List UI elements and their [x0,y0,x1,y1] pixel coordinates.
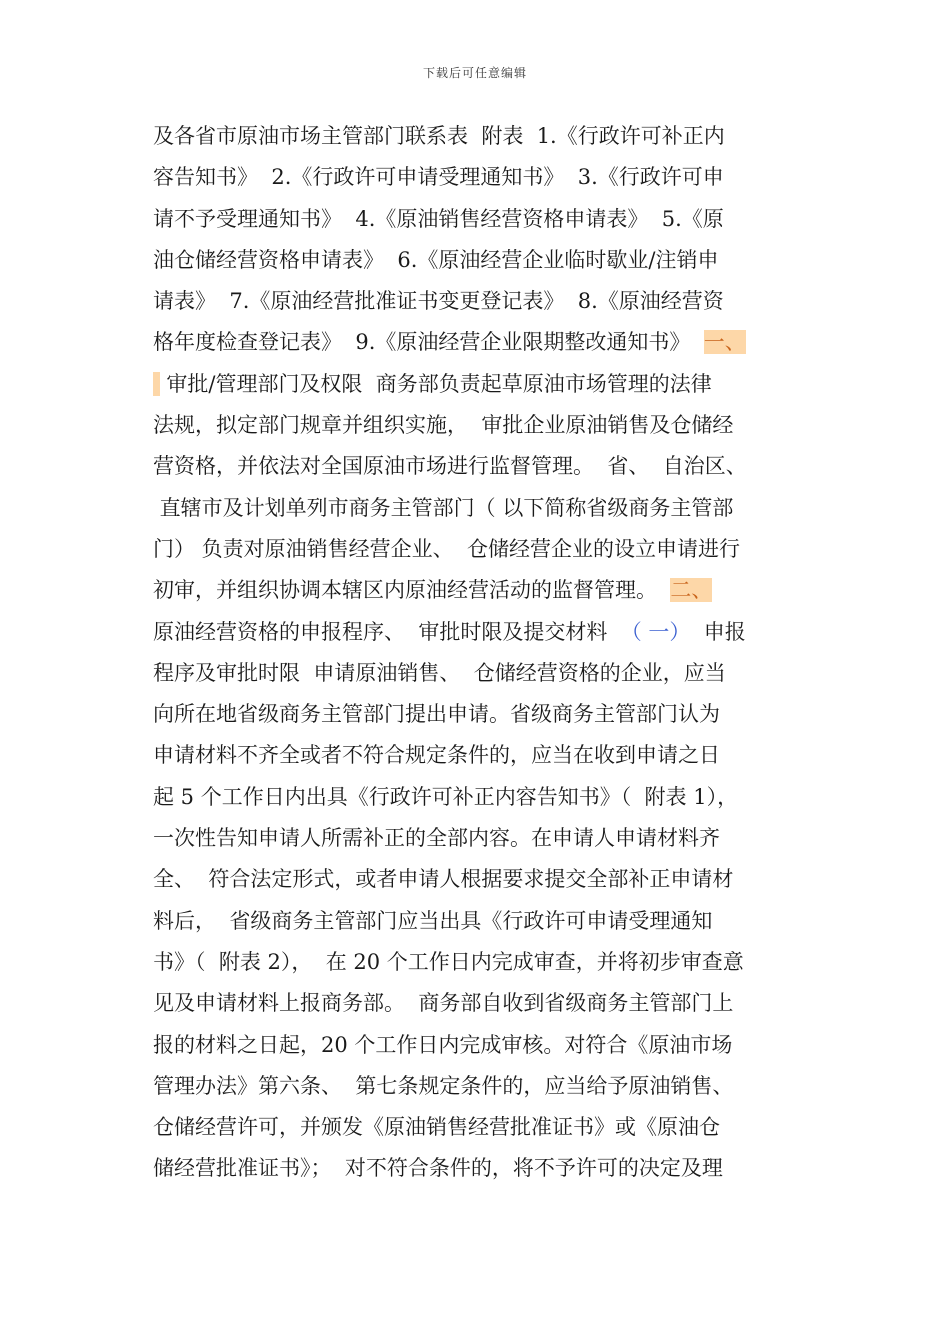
text-line [153,364,813,405]
text-segment: 直辖市及计划单列市商务主管部门（ 以下简称省级商务主管部 [153,495,734,520]
text-segment: 申报 [690,619,746,644]
text-line [153,735,813,776]
text-segment: 审批/管理部门及权限 商务部负责起草原油市场管理的法律 [159,371,712,396]
text-line [153,942,813,983]
text-segment: 储经营批准证书》； 对不符合条件的，将不予许可的决定及理 [153,1156,723,1181]
text-line [153,281,813,322]
highlighted-text: 一、 [703,330,746,355]
text-segment: 初审，并组织协调本辖区内原油经营活动的监督管理。 [153,578,671,603]
text-segment: 起 5 个工作日内出具《行政许可补正内容告知书》（ 附表 1）， [153,784,739,809]
text-segment: 申请材料不齐全或者不符合规定条件的，应当在收到申请之日 [153,743,720,768]
text-line [153,901,813,942]
text-segment: 请表》 7.《原油经营批准证书变更登记表》 8.《原油经营资 [153,289,724,314]
text-line [153,405,813,446]
page-header: 下载后可任意编辑 [422,66,527,80]
text-line [153,529,813,570]
text-line [153,777,813,818]
text-segment: 全、 符合法定形式，或者申请人根据要求提交全部补正申请材 [153,867,734,892]
text-segment: 书》（ 附表 2）， 在 20 个工作日内完成审查，并将初步审查意 [153,949,744,974]
text-segment: 油仓储经营资格申请表》 6.《原油经营企业临时歇业/注销申 [153,247,719,272]
text-segment: 料后， 省级商务主管部门应当出具《行政许可申请受理通知 [153,908,713,933]
text-segment: 请不予受理通知书》 4.《原油销售经营资格申请表》 5.《原 [153,206,724,231]
body-text [153,116,813,1190]
text-line [153,653,813,694]
text-segment: 管理办法》第六条、 第七条规定条件的，应当给予原油销售、 [153,1073,734,1098]
text-segment: 见及申请材料上报商务部。 商务部自收到省级商务主管部门上 [153,991,734,1016]
text-line [153,240,813,281]
text-line [153,1066,813,1107]
text-line [153,1148,813,1189]
text-line [153,983,813,1024]
highlighted-text [153,372,160,396]
text-line [153,859,813,900]
text-line [153,1107,813,1148]
text-segment: 营资格，并依法对全国原油市场进行监督管理。 省、 自治区、 [153,454,747,479]
text-line [153,199,813,240]
text-line [153,1025,813,1066]
text-segment: 门） 负责对原油销售经营企业、 仓储经营企业的设立申请进行 [153,536,741,561]
text-segment: 及各省市原油市场主管部门联系表 附表 1.《行政许可补正内 [153,124,725,148]
text-segment: 一次性告知申请人所需补正的全部内容。在申请人申请材料齐 [153,826,720,851]
text-segment: 原油经营资格的申报程序、 审批时限及提交材料 [153,619,621,644]
text-line [153,818,813,859]
text-line [153,157,813,198]
text-segment: 容告知书》 2.《行政许可申请受理通知书》 3.《行政许可申 [153,165,724,190]
text-line [153,446,813,487]
text-segment: 格年度检查登记表》 9.《原油经营企业限期整改通知书》 [153,330,704,355]
text-line [153,612,813,653]
text-segment: 报的材料之日起，20 个工作日内完成审核。对符合《原油市场 [153,1032,733,1057]
highlighted-text: 二、 [670,578,713,603]
text-segment: 仓储经营许可，并颁发《原油销售经营批准证书》或《原油仓 [153,1115,720,1140]
text-line [153,570,813,611]
text-segment: 法规，拟定部门规章并组织实施， 审批企业原油销售及仓储经 [153,413,734,438]
text-segment: 向所在地省级商务主管部门提出申请。省级商务主管部门认为 [153,702,720,727]
text-line [153,322,813,363]
text-segment: 程序及审批时限 申请原油销售、 仓储经营资格的企业，应当 [153,660,726,685]
text-line [153,116,813,157]
text-line [153,694,813,735]
blue-text: （ 一） [620,619,691,644]
text-line [153,488,813,529]
